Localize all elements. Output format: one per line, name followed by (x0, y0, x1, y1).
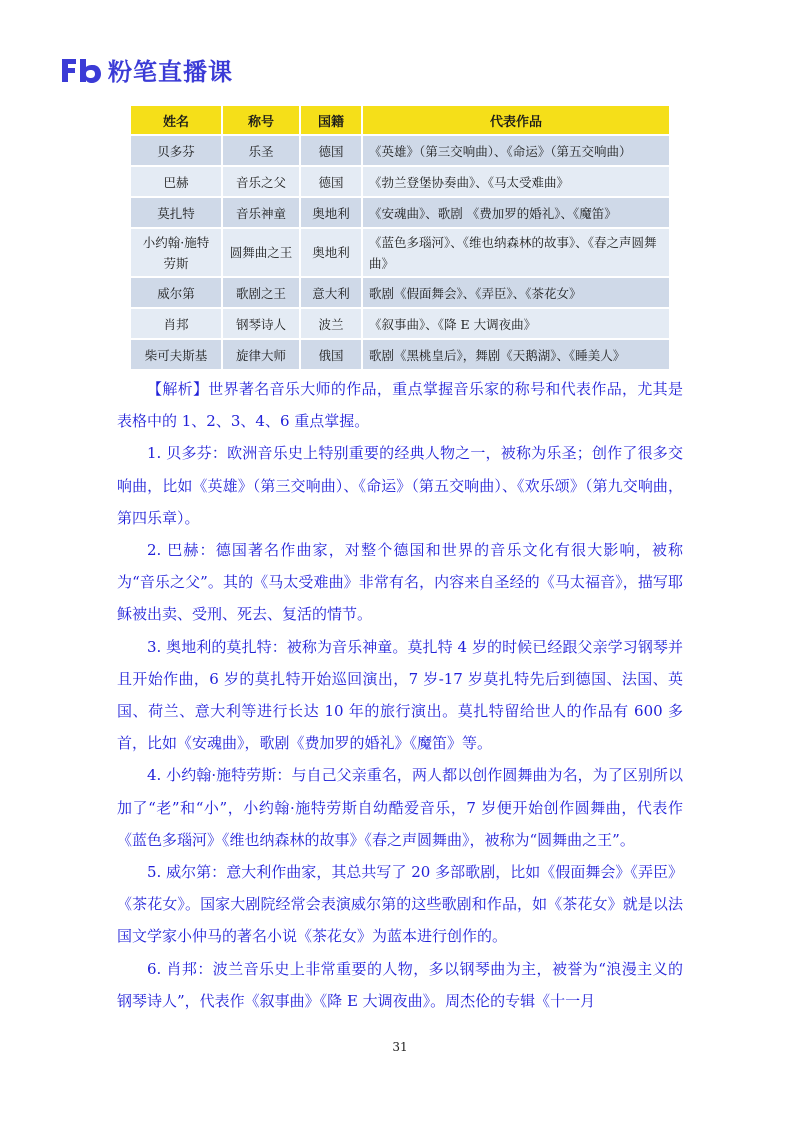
table-cell: 《蓝色多瑙河》、《维也纳森林的故事》、《春之声圆舞曲》 (362, 228, 670, 277)
table-row (130, 135, 670, 166)
table-cell: 贝多芬 (130, 135, 222, 166)
analysis-item: 6. 肖邦：波兰音乐史上非常重要的人物，多以钢琴曲为主，被誉为“浪漫主义的钢琴诗人”，代表作《叙事曲》《降 E 大调夜曲》。周杰伦的专辑《十一月 (117, 959, 683, 1010)
fb-logo-icon (58, 55, 104, 85)
table-cell: 《勃兰登堡协奏曲》、《马太受难曲》 (362, 166, 670, 197)
analysis-item: 2. 巴赫：德国著名作曲家，对整个德国和世界的音乐文化有很大影响，被称为“音乐之父”。其的《马太受难曲》非常有名，内容来自圣经的《马太福音》，描写耶稣被出卖、受刑、死去、复活的情节。 (117, 541, 683, 624)
table-cell: 威尔第 (130, 277, 222, 308)
table-cell: 小约翰·施特劳斯 (130, 228, 222, 277)
table-row (130, 228, 670, 277)
composer-table (129, 104, 671, 371)
table-cell: 奥地利 (300, 228, 362, 277)
table-cell: 柴可夫斯基 (130, 339, 222, 370)
brand-logo (58, 52, 233, 87)
column-header: 姓名 (130, 105, 222, 135)
table-cell: 乐圣 (222, 135, 300, 166)
table-cell: 音乐神童 (222, 197, 300, 228)
table-cell: 莫扎特 (130, 197, 222, 228)
column-header: 国籍 (300, 105, 362, 135)
table-cell: 《英雄》（第三交响曲）、《命运》（第五交响曲） (362, 135, 670, 166)
table-cell: 歌剧《假面舞会》、《弄臣》、《茶花女》 (362, 277, 670, 308)
table-row (130, 339, 670, 370)
table-cell: 奥地利 (300, 197, 362, 228)
column-header: 称号 (222, 105, 300, 135)
analysis-item: 3. 奥地利的莫扎特：被称为音乐神童。莫扎特 4 岁的时候已经跟父亲学习钢琴并且开始作曲，6 岁的莫扎特开始巡回演出，7 岁-17 岁莫扎特先后到德国、法国、英国、荷兰、意大利等进行长达 10 年的旅行演出。莫扎特留给世人的作品有 600 多首，比如《安魂曲》，歌剧《费加罗的婚礼》《魔笛》等。 (117, 637, 683, 753)
page-number: 31 (392, 1040, 408, 1054)
table-cell: 歌剧之王 (222, 277, 300, 308)
analysis-intro: 【解析】世界著名音乐大师的作品，重点掌握音乐家的称号和代表作品，尤其是表格中的 1、2、3、4、6 重点掌握。 (117, 380, 683, 431)
table-cell: 德国 (300, 166, 362, 197)
table-cell: 音乐之父 (222, 166, 300, 197)
analysis-section (117, 373, 683, 1017)
table-cell: 肖邦 (130, 308, 222, 339)
table-cell: 歌剧《黑桃皇后》，舞剧《天鹅湖》、《睡美人》 (362, 339, 670, 370)
table-cell: 俄国 (300, 339, 362, 370)
table-cell: 旋律大师 (222, 339, 300, 370)
table-cell: 巴赫 (130, 166, 222, 197)
table-row (130, 197, 670, 228)
logo-text: 粉笔直播课 (108, 58, 233, 86)
column-header: 代表作品 (362, 105, 670, 135)
table-cell: 《安魂曲》、歌剧 《费加罗的婚礼》、《魔笛》 (362, 197, 670, 228)
table-row (130, 277, 670, 308)
table-cell: 意大利 (300, 277, 362, 308)
table-cell: 钢琴诗人 (222, 308, 300, 339)
table-cell: 《叙事曲》、《降 E 大调夜曲》 (362, 308, 670, 339)
table-row (130, 308, 670, 339)
table-cell: 德国 (300, 135, 362, 166)
table-cell: 圆舞曲之王 (222, 228, 300, 277)
table-cell: 波兰 (300, 308, 362, 339)
analysis-item: 5. 威尔第：意大利作曲家，其总共写了 20 多部歌剧，比如《假面舞会》《弄臣》《茶花女》。国家大剧院经常会表演威尔第的这些歌剧和作品，如《茶花女》就是以法国文学家小仲马的著名小说《茶花女》为蓝本进行创作的。 (117, 863, 683, 946)
analysis-item: 1. 贝多芬：欧洲音乐史上特别重要的经典人物之一，被称为乐圣；创作了很多交响曲，比如《英雄》（第三交响曲）、《命运》（第五交响曲）、《欢乐颂》（第九交响曲，第四乐章）。 (117, 444, 683, 527)
analysis-item: 4. 小约翰·施特劳斯：与自己父亲重名，两人都以创作圆舞曲为名，为了区别所以加了“老”和“小”，小约翰·施特劳斯自幼酷爱音乐，7 岁便开始创作圆舞曲，代表作《蓝色多瑙河》《维也纳森林的故事》《春之声圆舞曲》，被称为“圆舞曲之王”。 (117, 766, 683, 849)
table-header-row (130, 105, 670, 135)
table-row (130, 166, 670, 197)
